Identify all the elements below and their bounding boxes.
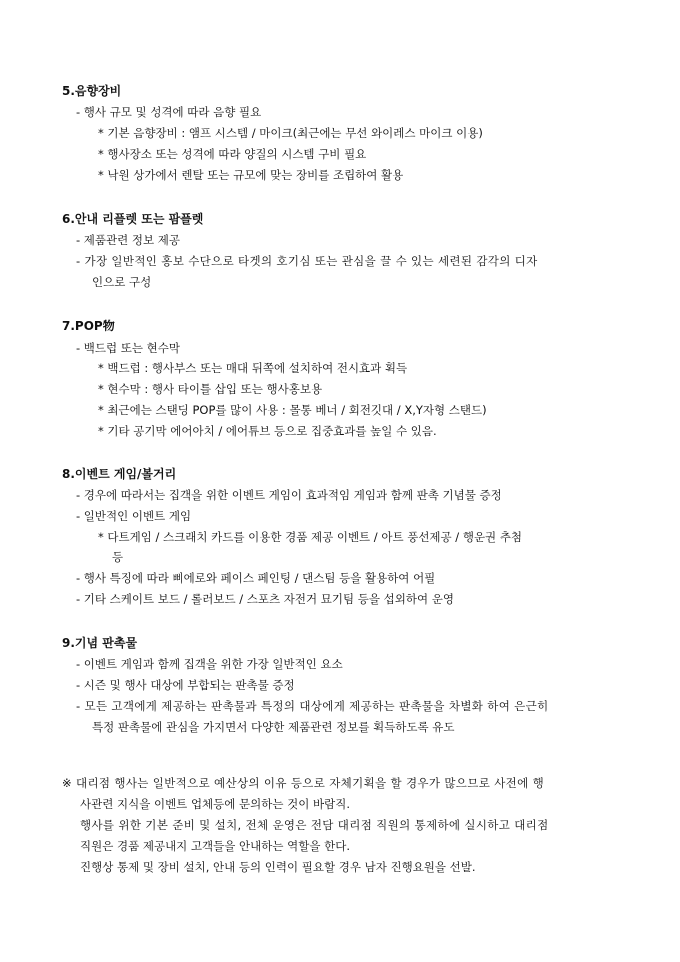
- note-line: 진행상 통제 및 장비 설치, 안내 등의 인력이 필요할 경우 남자 진행요원을 선발.: [80, 860, 476, 874]
- list-item: - 행사 규모 및 성격에 따라 음향 필요: [76, 105, 262, 119]
- list-item: - 시즌 및 행사 대상에 부합되는 판촉물 증정: [76, 678, 295, 692]
- sub-list-item: * 낙원 상가에서 렌탈 또는 규모에 맞는 장비를 조립하여 활용: [98, 168, 404, 182]
- list-item: - 일반적인 이벤트 게임: [76, 509, 192, 523]
- note-line: 행사를 위한 기본 준비 및 설치, 전체 운영은 전담 대리점 직원의 통제하에 실시하고 대리점: [80, 818, 549, 832]
- sub-list-item: * 기타 공기막 에어아치 / 에어튜브 등으로 집중효과를 높일 수 있음.: [98, 424, 437, 438]
- list-item-continuation: 특정 판촉물에 관심을 가지면서 다양한 제품관련 정보를 획득하도록 유도: [92, 720, 455, 734]
- list-item: - 백드럽 또는 현수막: [76, 341, 180, 355]
- section-heading-promotional-items: 9.기념 판촉물: [62, 636, 138, 650]
- sub-list-item-continuation: 등: [112, 550, 124, 564]
- list-item: - 경우에 따라서는 집객을 위한 이벤트 게임이 효과적임 게임과 함께 판촉 기념물 증정: [76, 488, 502, 502]
- list-item: - 가장 일반적인 홍보 수단으로 타겟의 호기심 또는 관심을 끌 수 있는 세련된 감각의 디자: [76, 254, 538, 268]
- sub-list-item: * 행사장소 또는 성격에 따라 양질의 시스템 구비 필요: [98, 147, 367, 161]
- note-line: 직원은 경품 제공내지 고객들을 안내하는 역할을 한다.: [80, 839, 350, 853]
- note-line: ※ 대리점 행사는 일반적으로 예산상의 이유 등으로 자체기획을 할 경우가 많으므로 사전에 행: [62, 776, 545, 790]
- list-item: - 제품관련 정보 제공: [76, 233, 180, 247]
- list-item: - 행사 특징에 따라 삐에로와 페이스 페인팅 / 댄스팀 등을 활용하여 어필: [76, 571, 436, 585]
- sub-list-item: * 백드럽 : 행사부스 또는 매대 뒤쪽에 설치하여 전시효과 획득: [98, 361, 408, 375]
- section-heading-pop: 7.POP物: [62, 319, 115, 333]
- section-heading-event-games: 8.이벤트 게임/볼거리: [62, 467, 177, 481]
- list-item-continuation: 인으로 구성: [92, 275, 152, 289]
- sub-list-item: * 현수막 : 행사 타이틀 삽입 또는 행사홍보용: [98, 382, 323, 396]
- sub-list-item: * 다트게임 / 스크래치 카드를 이용한 경품 제공 이벤트 / 아트 풍선제공 / 행운권 추첨: [98, 530, 523, 544]
- sub-list-item: * 기본 음향장비 : 앰프 시스템 / 마이크(최근에는 무선 와이레스 마이크 이용): [98, 126, 483, 140]
- section-heading-leaflet: 6.안내 리플렛 또는 팜플렛: [62, 212, 204, 226]
- section-heading-sound-equipment: 5.음향장비: [62, 84, 122, 98]
- list-item: - 모든 고객에게 제공하는 판촉물과 특정의 대상에게 제공하는 판촉물을 차별화 하여 은근히: [76, 699, 549, 713]
- list-item: - 이벤트 게임과 함께 집객을 위한 가장 일반적인 요소: [76, 657, 343, 671]
- list-item: - 기타 스케이트 보드 / 롤러보드 / 스포츠 자전거 묘기팀 등을 섭외하여 운영: [76, 592, 454, 606]
- note-line: 사관련 지식을 이벤트 업체등에 문의하는 것이 바람직.: [80, 797, 350, 811]
- sub-list-item: * 최근에는 스탠딩 POP를 많이 사용 : 몰통 베너 / 회전깃대 / X,Y자형 스탠드): [98, 403, 487, 417]
